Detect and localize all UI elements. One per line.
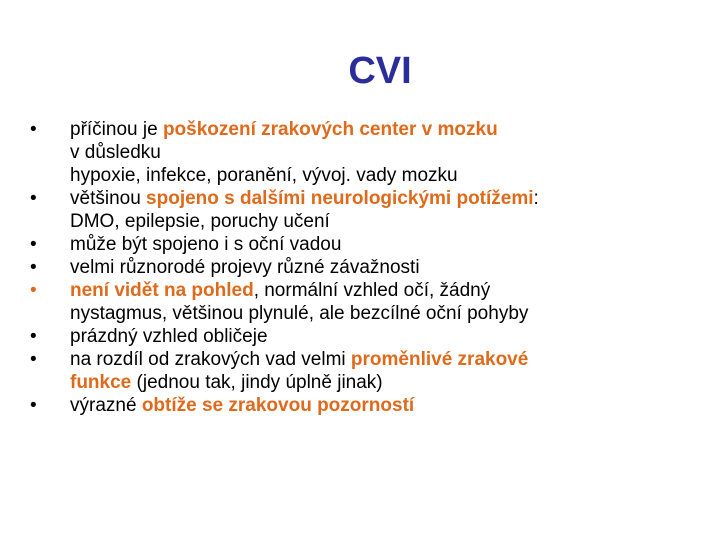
continuation-line: nystagmus, většinou plynulé, ale bezcílné oční pohyby [70,303,529,324]
continuation-line: v důsledku [70,142,161,163]
highlight-text: obtíže se zrakovou pozorností [141,395,415,416]
bullet-icon: • [30,395,37,416]
bullet-icon: • [30,326,37,347]
bullet-icon: • [30,119,37,140]
continuation-line: DMO, epilepsie, poruchy učení [70,211,330,232]
highlight-text: spojeno s dalšími neurologickými potížemi [146,188,534,209]
text-segment: (jednou tak, jindy úplně jinak) [131,372,383,393]
bullet-icon: • [30,280,37,301]
text-segment: může být spojeno i s oční vadou [70,234,342,255]
list-item [30,325,690,348]
text-segment: příčinou je [70,119,163,140]
bullet-list [30,118,690,417]
continuation-line: hypoxie, infekce, poranění, vývoj. vady mozku [70,165,458,186]
bullet-icon: • [30,234,37,255]
text-segment: : [533,188,539,209]
bullet-icon: • [30,349,37,370]
text-segment: výrazné [70,395,142,416]
highlight-text: není vidět na pohled [70,280,254,301]
text-segment: , normální vzhled očí, žádný [253,280,491,301]
list-item [30,256,690,279]
list-item [30,187,690,233]
text-segment: prázdný vzhled obličeje [70,326,268,347]
text-segment: velmi různorodé projevy různé závažnosti [70,257,420,278]
list-item [30,118,690,187]
slide-title: CVI [348,50,412,92]
highlight-text: poškození zrakových center v mozku [162,119,498,140]
list-item [30,348,690,394]
text-segment: většinou [70,188,147,209]
highlight-text: proměnlivé zrakové [350,349,529,370]
list-item [30,233,690,256]
text-segment: na rozdíl od zrakových vad velmi [70,349,351,370]
list-item [30,279,690,325]
highlight-text: funkce [70,372,132,393]
bullet-icon: • [30,188,37,209]
bullet-icon: • [30,257,37,278]
list-item [30,394,690,417]
